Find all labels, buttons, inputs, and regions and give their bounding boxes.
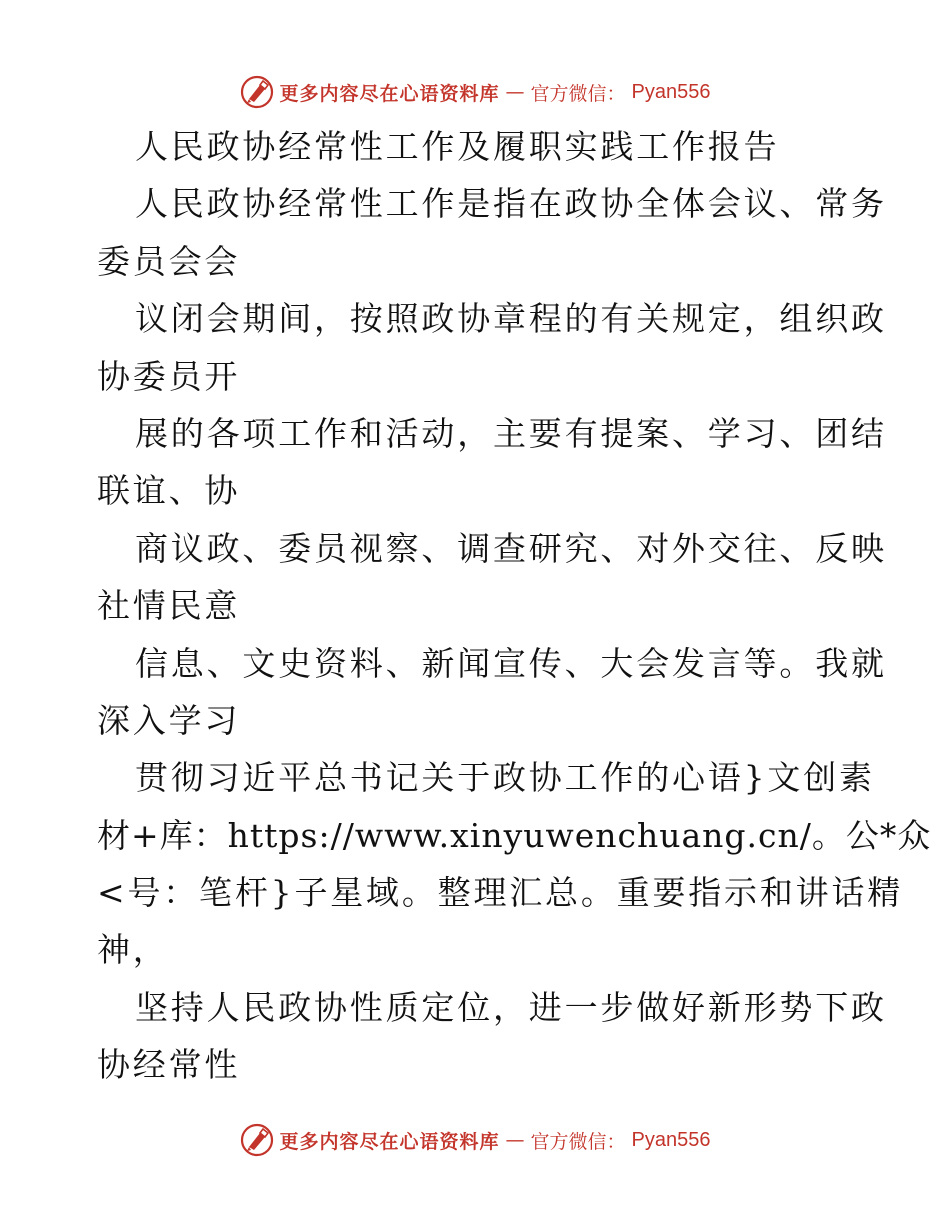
watermark-separator: — [505,81,525,103]
text-line: 坚持人民政协性质定位，进一步做好新形势下政 [135,987,887,1027]
text-line: 委员会会 [97,241,241,281]
text-line: 联谊、协 [97,471,241,511]
text-line: 深入学习 [97,700,241,740]
pen-nib-logo-icon [240,75,274,109]
document-body [97,118,932,1094]
text-line: 人民政协经常性工作是指在政协全体会议、常务 [135,184,887,224]
text-line: 社情民意 [97,586,241,626]
text-line: 议闭会期间，按照政协章程的有关规定，组织政 [135,299,887,339]
text-line: 贯彻习近平总书记关于政协工作的心语}文创素 [135,758,875,798]
text-line: 协委员开 [97,356,241,396]
pen-nib-logo-icon [240,1123,274,1157]
watermark-wechat-label: 官方微信： [530,1130,626,1153]
watermark-main-text: 更多内容尽在心语资料库 [279,82,500,105]
watermark-main-text: 更多内容尽在心语资料库 [279,1130,500,1153]
watermark-wechat-id: Pyan556 [631,1128,711,1151]
header-watermark [0,72,950,112]
text-line: <号：笔杆}子星域。整理汇总。重要指示和讲话精 [97,873,904,913]
watermark-wechat-id: Pyan556 [631,80,711,103]
text-line: 信息、文史资料、新闻宣传、大会发言等。我就 [135,643,887,683]
text-line: 协经常性 [97,1045,241,1085]
watermark-separator: — [505,1129,525,1151]
text-line: 展的各项工作和活动，主要有提案、学习、团结 [135,413,887,453]
text-line: 材+库：https://www.xinyuwenchuang.cn/。公*众 [97,815,932,855]
watermark-wechat-label: 官方微信： [530,82,626,105]
footer-watermark [0,1120,950,1160]
text-line: 商议政、委员视察、调查研究、对外交往、反映 [135,528,887,568]
text-line: 神， [97,930,169,970]
text-line: 人民政协经常性工作及履职实践工作报告 [135,127,780,166]
